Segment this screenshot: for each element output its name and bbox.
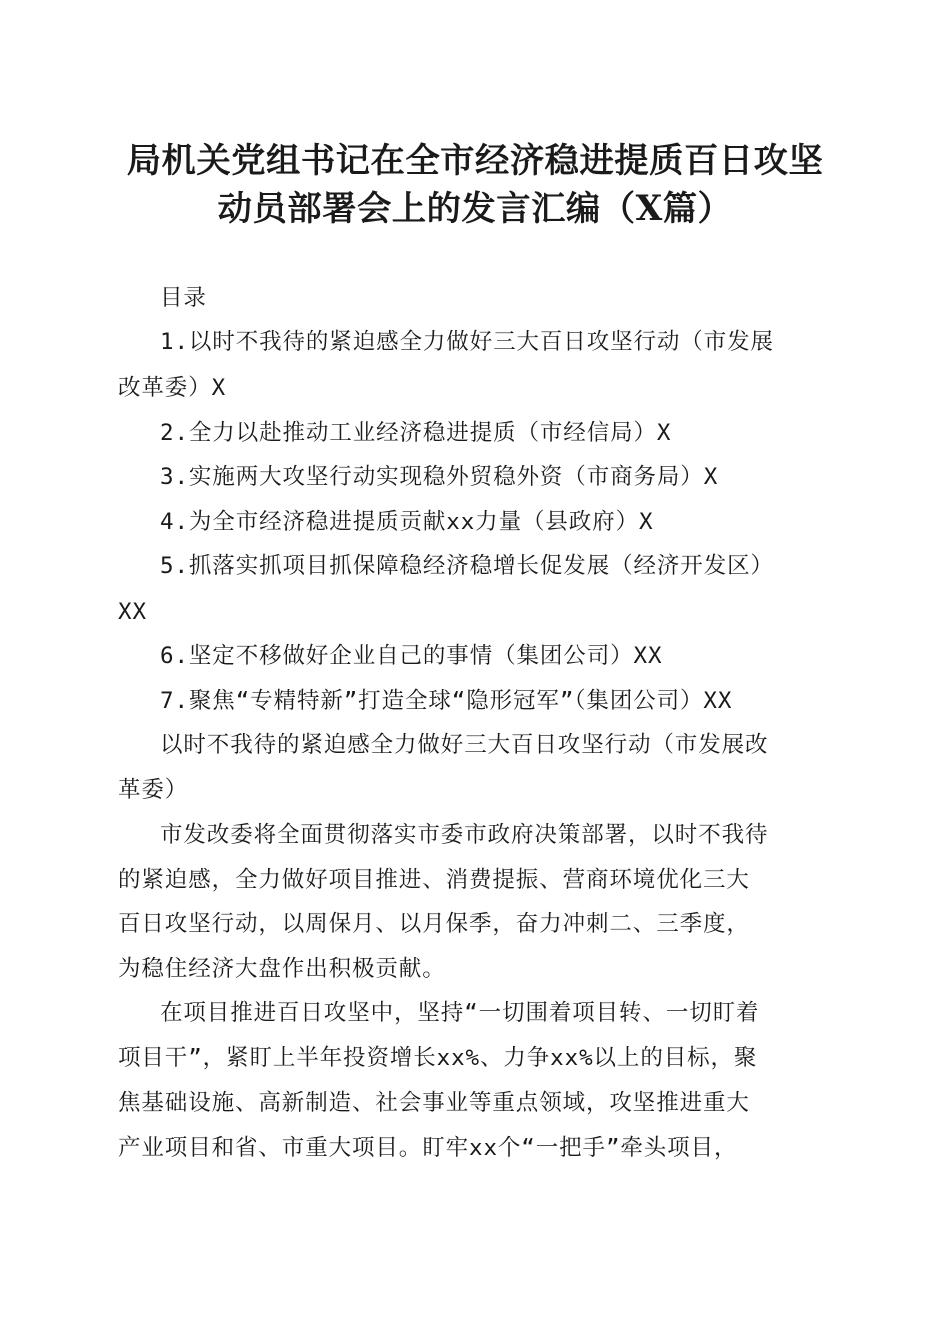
toc-item-2: 2.全力以赴推动工业经济稳进提质（市经信局）X	[160, 420, 672, 446]
toc-item-7: 7.聚焦“专精特新”打造全球“隐形冠军”（集团公司）XX	[160, 688, 733, 714]
paragraph-1-line-4: 为稳住经济大盘作出积极贡献。	[118, 956, 446, 982]
toc-item-5-continued: XX	[118, 599, 147, 625]
toc-item-4: 4.为全市经济稳进提质贡献xx力量（县政府）X	[160, 509, 654, 535]
toc-item-3: 3.实施两大攻坚行动实现稳外贸稳外资（市商务局）X	[160, 464, 719, 490]
paragraph-2-line-3: 焦基础设施、高新制造、社会事业等重点领域，攻坚推进重大	[118, 1090, 750, 1116]
section-heading: 以时不我待的紧迫感全力做好三大百日攻坚行动（市发展改	[160, 732, 769, 758]
document-title-line-1: 局机关党组书记在全市经济稳进提质百日攻坚	[126, 141, 824, 181]
toc-heading: 目录	[160, 285, 207, 311]
toc-item-6: 6.坚定不移做好企业自己的事情（集团公司）XX	[160, 643, 663, 669]
section-heading-continued: 革委）	[118, 777, 189, 803]
toc-item-5: 5.抓落实抓项目抓保障稳经济稳增长促发展（经济开发区）	[160, 553, 774, 579]
paragraph-2-line-2: 项目干”，紧盯上半年投资增长xx%、力争xx%以上的目标，聚	[118, 1045, 758, 1071]
paragraph-2-line-4: 产业项目和省、市重大项目。盯牢xx个“一把手”牵头项目，	[118, 1135, 738, 1161]
paragraph-1-line-1: 市发改委将全面贯彻落实市委市政府决策部署，以时不我待	[160, 822, 769, 848]
paragraph-1-line-2: 的紧迫感，全力做好项目推进、消费提振、营商环境优化三大	[118, 867, 750, 893]
document-title-line-2: 动员部署会上的发言汇编（X篇）	[217, 189, 733, 229]
toc-item-1-continued: 改革委）X	[118, 375, 227, 401]
paragraph-1-line-3: 百日攻坚行动，以周保月、以月保季，奋力冲刺二、三季度，	[118, 911, 750, 937]
toc-item-1: 1.以时不我待的紧迫感全力做好三大百日攻坚行动（市发展	[160, 329, 774, 355]
paragraph-2-line-1: 在项目推进百日攻坚中，坚持“一切围着项目转、一切盯着	[160, 1000, 760, 1026]
